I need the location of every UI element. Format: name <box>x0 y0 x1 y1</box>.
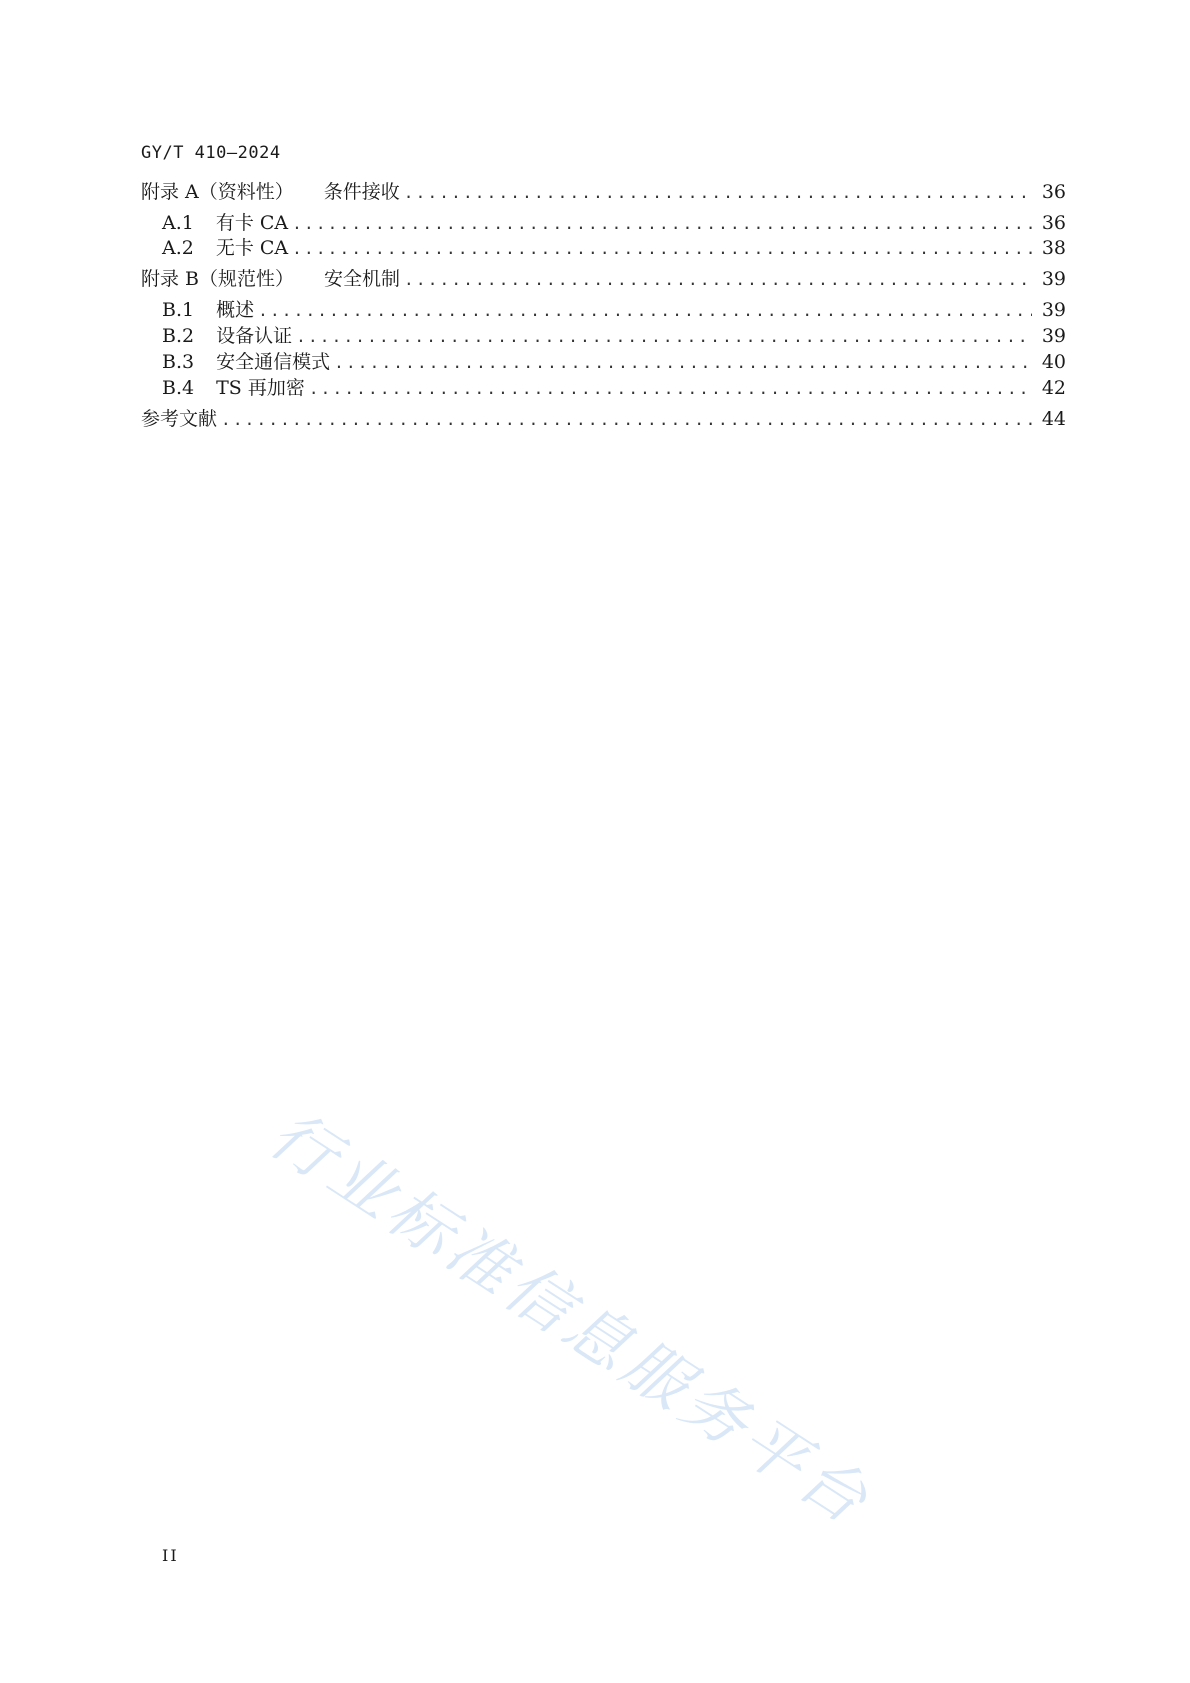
toc-leader-dots <box>404 180 1032 206</box>
toc-leader-dots <box>221 407 1032 433</box>
toc-entry-b1[interactable] <box>162 297 1066 324</box>
toc-entry-number: B.2 <box>162 325 195 347</box>
toc-entry-page: 40 <box>1041 351 1066 373</box>
toc-entry-number: 附录 B（规范性） <box>141 268 295 290</box>
toc-entry-page: 39 <box>1041 325 1066 347</box>
toc-entry-number: 附录 A（资料性） <box>141 181 294 203</box>
toc-entry-page: 36 <box>1041 181 1066 203</box>
toc-entry-b2[interactable] <box>162 323 1066 350</box>
toc-entry-a1[interactable] <box>162 210 1066 237</box>
page-number: II <box>162 1546 179 1565</box>
toc-entry-title: 条件接收 <box>323 181 400 203</box>
toc-entry-number: A.1 <box>162 212 194 234</box>
watermark-text: 行业标准信息服务平台 <box>256 1097 884 1541</box>
toc-entry-title: 设备认证 <box>216 325 293 347</box>
toc-entry-appendix-a[interactable] <box>141 179 1066 206</box>
toc-leader-dots <box>334 350 1032 376</box>
document-id: GY/T 410—2024 <box>141 143 281 163</box>
toc-entry-page: 39 <box>1041 268 1066 290</box>
toc-entry-a2[interactable] <box>162 235 1066 262</box>
toc-entry-title: 有卡 CA <box>215 212 289 234</box>
toc-leader-dots <box>292 236 1032 262</box>
toc-leader-dots <box>292 211 1032 237</box>
toc-leader-dots <box>258 298 1032 324</box>
toc-entry-title: 参考文献 <box>141 408 218 430</box>
toc-entry-b3[interactable] <box>162 349 1066 376</box>
toc-entry-b4[interactable] <box>162 375 1066 402</box>
toc-entry-page: 36 <box>1041 212 1066 234</box>
toc-entry-number: A.2 <box>162 237 194 259</box>
toc-entry-references[interactable] <box>141 406 1066 433</box>
toc-entry-appendix-b[interactable] <box>141 266 1066 293</box>
toc-entry-number: B.3 <box>162 351 195 373</box>
toc-entry-number: B.4 <box>162 377 195 399</box>
toc-entry-title: 概述 <box>216 299 255 321</box>
toc-entry-page: 39 <box>1041 299 1066 321</box>
toc-entry-title: 安全通信模式 <box>216 351 331 373</box>
toc-entry-title: 安全机制 <box>324 268 401 290</box>
toc-entry-title: 无卡 CA <box>215 237 289 259</box>
toc-leader-dots <box>309 376 1032 402</box>
toc-leader-dots <box>296 324 1032 350</box>
toc-leader-dots <box>404 267 1032 293</box>
toc-entry-page: 44 <box>1041 408 1066 430</box>
toc-entry-page: 38 <box>1041 237 1066 259</box>
toc-entry-title: TS 再加密 <box>216 377 305 399</box>
toc-entry-number: B.1 <box>162 299 195 321</box>
toc-entry-page: 42 <box>1041 377 1066 399</box>
